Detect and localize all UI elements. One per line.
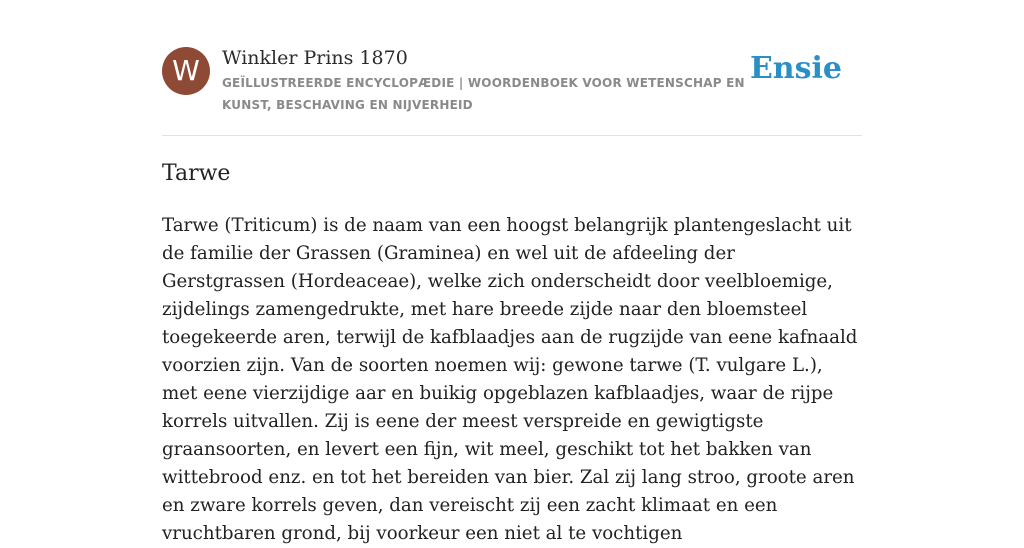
article-body: Tarwe (Triticum) is de naam van een hoogst belangrijk plantengeslacht uit de familie der Grassen (Graminea) en wel uit de afdeeling der Gerstgrassen (Hordeaceae), welke zich onderscheidt door veelbloemige, zijdelings zamengedrukte, met hare breede zijde naar den bloemsteel toegekeerde aren, terwijl de kafblaadjes aan de rugzijde van eene kafnaald voorzien zijn. Van de soorten noemen wij: gewone tarwe (T. vulgare L.), met eene vierzijdige aar en buikig opgeblazen kafblaadjes, waar de rijpe korrels uitvallen. Zij is eene der meest verspreide en gewigtigste graansoorten, en levert een fijn, wit meel, geschikt tot het bakken van wittebrood enz. en tot het bereiden van bier. Zal zij lang stroo, groote aren en zware korrels geven, dan vereischt zij een zacht klimaat en een vruchtbaren grond, bij voorkeur een niet al te vochtigen xyxy=(162,215,858,544)
header-divider xyxy=(162,135,862,136)
ensie-logo-link[interactable]: Ensie xyxy=(749,51,842,86)
source-header xyxy=(162,46,862,136)
article-title: Tarwe xyxy=(162,161,231,186)
source-avatar[interactable]: W xyxy=(162,47,210,95)
source-subtitle: GEÏLLUSTREERDE ENCYCLOPÆDIE | WOORDENBOEK VOOR WETENSCHAP EN KUNST, BESCHAVING EN NIJVERHEID xyxy=(222,76,745,112)
source-title[interactable]: Winkler Prins 1870 xyxy=(222,47,408,69)
